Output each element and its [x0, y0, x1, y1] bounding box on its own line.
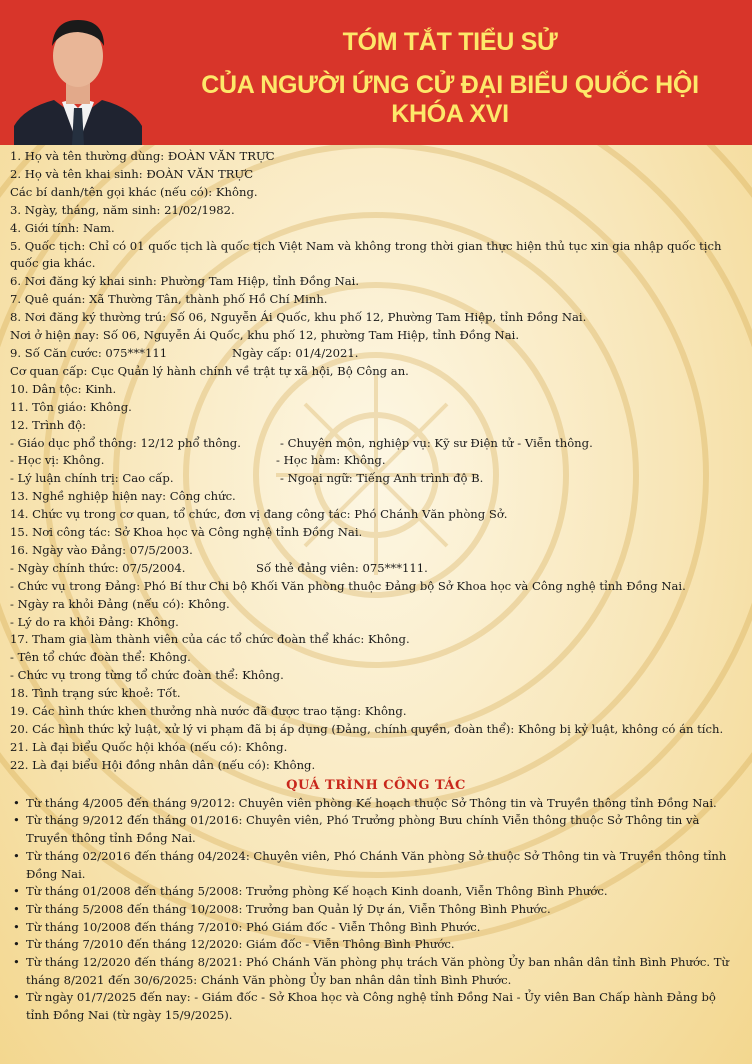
bio-line: 18. Tình trạng sức khoẻ: Tốt. — [10, 686, 181, 701]
bio-line: 3. Ngày, tháng, năm sinh: 21/02/1982. — [10, 202, 235, 217]
bio-line: - Chức vụ trong từng tổ chức đoàn thể: Không. — [10, 668, 284, 683]
bio-line: 12. Trình độ: — [10, 417, 87, 432]
work-history-item: • Từ tháng 12/2020 đến tháng 8/2021: Phó Chánh Văn phòng phụ trách Văn phòng Ủy ban nhân dân tỉnh Bình Phước. Từ tháng 8/2021 đến 30/6/2025: Chánh Văn phòng Ủy ban nhân dân tỉnh Bình Phước. — [13, 955, 729, 987]
bio-line: 17. Tham gia làm thành viên của các tổ chức đoàn thể khác: Không. — [10, 632, 410, 647]
bio-line: 20. Các hình thức kỷ luật, xử lý vi phạm đã bị áp dụng (Đảng, chính quyền, đoàn thể): Không bị kỷ luật, không có án tích. — [10, 722, 724, 736]
bullet-icon: • — [13, 990, 20, 1005]
bio-line: 2. Họ và tên khai sinh: ĐOÀN VĂN TRỰC — [10, 166, 254, 181]
work-history-title: QUÁ TRÌNH CÔNG TÁC — [286, 777, 466, 793]
general-education: - Giáo dục phổ thông: 12/12 phổ thông. — [10, 435, 241, 450]
party-card-number: Số thẻ đảng viên: 075***111. — [256, 560, 428, 575]
work-history-item: • Từ tháng 4/2005 đến tháng 9/2012: Chuyên viên phòng Kế hoạch thuộc Sở Thông tin và Truyền thông tỉnh Đồng Nai. — [10, 795, 742, 813]
bio-line: 14. Chức vụ trong cơ quan, tổ chức, đơn vị đang công tác: Phó Chánh Văn phòng Sở. — [10, 507, 508, 522]
foreign-language: - Ngoại ngữ: Tiếng Anh trình độ B. — [280, 471, 484, 486]
specialization: - Chuyên môn, nghiệp vụ: Kỹ sư Điện tử - Viễn thông. — [280, 435, 593, 450]
bio-line: - Chức vụ trong Đảng: Phó Bí thư Chi bộ Khối Văn phòng thuộc Đảng bộ Sở Khoa học và Công nghệ tỉnh Đồng Nai. — [10, 578, 686, 593]
bio-line: 6. Nơi đăng ký khai sinh: Phường Tam Hiệp, tỉnh Đồng Nai. — [10, 274, 360, 289]
bullet-icon: • — [13, 795, 20, 810]
bullet-icon: • — [13, 937, 20, 952]
work-history-item: • Từ tháng 01/2008 đến tháng 5/2008: Trưởng phòng Kế hoạch Kinh doanh, Viễn Thông Bình Phước. — [10, 883, 742, 901]
id-issue-date: Ngày cấp: 01/4/2021. — [232, 345, 359, 360]
bullet-icon: • — [13, 919, 20, 934]
academic-title: - Học hàm: Không. — [276, 453, 386, 468]
bio-row-education — [10, 435, 742, 453]
work-history-item: • Từ tháng 10/2008 đến tháng 7/2010: Phó Giám đốc - Viễn Thông Bình Phước. — [10, 919, 742, 937]
work-history-item: • Từ ngày 01/7/2025 đến nay: - Giám đốc - Sở Khoa học và Công nghệ tỉnh Đồng Nai - Ủy viên Ban Chấp hành Đảng bộ tỉnh Đồng Nai (từ ngày 15/9/2025). — [13, 990, 716, 1023]
bio-line: 16. Ngày vào Đảng: 07/5/2003. — [10, 542, 193, 557]
bio-line: Cơ quan cấp: Cục Quản lý hành chính về trật tự xã hội, Bộ Công an. — [10, 363, 409, 378]
work-history-item: • Từ tháng 5/2008 đến tháng 10/2008: Trưởng ban Quản lý Dự án, Viễn Thông Bình Phước. — [10, 901, 742, 919]
bio-line: 7. Quê quán: Xã Thường Tân, thành phố Hồ Chí Minh. — [10, 292, 328, 307]
work-history-list — [10, 795, 742, 1025]
bullet-icon: • — [13, 955, 20, 970]
bullet-icon: • — [13, 884, 20, 899]
bio-line: Các bí danh/tên gọi khác (nếu có): Không. — [10, 184, 258, 199]
bio-row-id-card — [10, 345, 742, 363]
work-history-item: • Từ tháng 9/2012 đến tháng 01/2016: Chuyên viên, Phó Trưởng phòng Bưu chính Viễn thông thuộc Sở Thông tin và Truyền thông tỉnh Đồng Nai. — [13, 813, 700, 846]
header-banner — [0, 0, 752, 145]
bio-line: 13. Nghề nghiệp hiện nay: Công chức. — [10, 489, 236, 504]
bio-row-political — [10, 470, 742, 488]
work-history-item: • Từ tháng 02/2016 đến tháng 04/2024: Chuyên viên, Phó Chánh Văn phòng Sở thuộc Sở Thông tin và Truyền thông tỉnh Đồng Nai. — [13, 848, 727, 881]
title-line-1: TÓM TẮT TIỂU SỬ — [342, 28, 558, 56]
bio-line: 15. Nơi công tác: Sở Khoa học và Công nghệ tỉnh Đồng Nai. — [10, 525, 363, 540]
bio-line: 21. Là đại biểu Quốc hội khóa (nếu có): Không. — [10, 739, 288, 754]
bio-line: 10. Dân tộc: Kinh. — [10, 381, 117, 396]
bio-line: - Lý do ra khỏi Đảng: Không. — [10, 614, 179, 629]
bio-line: Nơi ở hiện nay: Số 06, Nguyễn Ái Quốc, khu phố 12, phường Tam Hiệp, tỉnh Đồng Nai. — [10, 328, 519, 343]
bio-row-party — [10, 560, 742, 578]
bio-line: 5. Quốc tịch: Chỉ có 01 quốc tịch là quốc tịch Việt Nam và không trong thời gian thực hiện thủ tục xin gia nhập quốc tịch quốc gia khác. — [10, 238, 722, 271]
bio-line: 4. Giới tính: Nam. — [10, 220, 115, 235]
bullet-icon: • — [13, 813, 20, 828]
official-date: - Ngày chính thức: 07/5/2004. — [10, 560, 186, 575]
bio-line: 11. Tôn giáo: Không. — [10, 399, 132, 414]
id-number: 9. Số Căn cước: 075***111 — [10, 345, 168, 360]
bio-line: - Tên tổ chức đoàn thể: Không. — [10, 650, 191, 665]
candidate-portrait — [14, 8, 142, 145]
bio-line: 1. Họ và tên thường dùng: ĐOÀN VĂN TRỰC — [10, 149, 275, 163]
bullet-icon: • — [13, 848, 20, 863]
bio-line: 22. Là đại biểu Hội đồng nhân dân (nếu có): Không. — [10, 757, 316, 772]
political-theory: - Lý luận chính trị: Cao cấp. — [10, 471, 174, 486]
title-line-2: CỦA NGƯỜI ỨNG CỬ ĐẠI BIỂU QUỐC HỘI KHÓA XVI — [201, 71, 699, 128]
bio-row-degree — [10, 452, 742, 470]
biography-content — [10, 148, 742, 1025]
bio-line: 19. Các hình thức khen thưởng nhà nước đã được trao tặng: Không. — [10, 704, 407, 719]
bio-line: - Ngày ra khỏi Đảng (nếu có): Không. — [10, 596, 230, 611]
work-history-item: • Từ tháng 7/2010 đến tháng 12/2020: Giám đốc - Viễn Thông Bình Phước. — [10, 936, 742, 954]
academic-degree: - Học vị: Không. — [10, 453, 105, 468]
bullet-icon: • — [13, 901, 20, 916]
bio-line: 8. Nơi đăng ký thường trú: Số 06, Nguyễn Ái Quốc, khu phố 12, Phường Tam Hiệp, tỉnh Đồng Nai. — [10, 310, 587, 325]
